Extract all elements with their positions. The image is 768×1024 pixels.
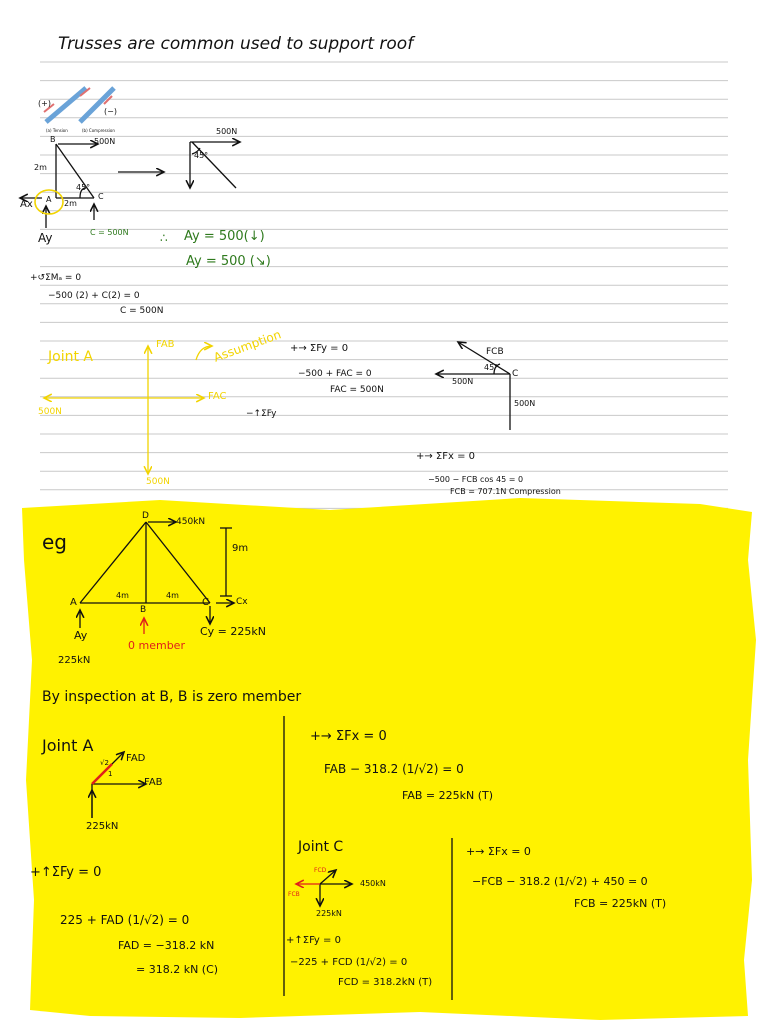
joint-c-load-450kn: 450kN: [360, 879, 386, 888]
fbd-load-500n: 500N: [216, 127, 238, 136]
moment-eq-3: C = 500N: [120, 306, 164, 316]
plus-sign: (+): [38, 99, 51, 108]
joint-a-title-2: Joint A: [42, 736, 94, 755]
eg-span-right: 4m: [166, 591, 179, 600]
joint-c-cy-value: 225kN: [316, 909, 342, 918]
joint-c-angle-45: 45°: [484, 363, 499, 372]
root2-label: √2: [100, 759, 109, 767]
joint-c-second: [320, 870, 352, 906]
joint-c-down-load: 500N: [514, 399, 536, 408]
fad-label-2: FAD: [126, 753, 146, 764]
eq-a-x-1: +→ ΣFx = 0: [310, 729, 387, 744]
eq-a-y-2: 225 + FAD (1/√2) = 0: [60, 913, 190, 927]
node-b-label: B: [50, 135, 56, 144]
eg-load-450kn: 450kN: [176, 517, 206, 527]
assumption-label: Assumption: [211, 327, 283, 365]
joint-c-title-2: Joint C: [298, 839, 344, 855]
sumfy-eq-2: −500 + FAC = 0: [298, 369, 372, 379]
eq-a-y-4: = 318.2 kN (C): [136, 963, 219, 976]
fbd-angle-45: 45°: [194, 151, 209, 160]
height-2m: 2m: [34, 163, 47, 172]
joint-a-axes: [44, 346, 212, 474]
tension-caption: (a) Tension: [46, 128, 68, 133]
eg-node-a: A: [70, 597, 77, 608]
eg-label: eg: [42, 530, 67, 554]
compression-caption: (b) Compression: [82, 128, 115, 133]
eg-cy: Cy = 225kN: [200, 625, 266, 638]
eq-c-y-2: −225 + FCD (1/√2) = 0: [290, 957, 408, 968]
moment-eq-2: −500 (2) + C(2) = 0: [48, 291, 140, 301]
tension-compression-thumbnail: [44, 88, 114, 122]
eq-a-y-1: +↑ΣFy = 0: [30, 865, 102, 880]
fab-label-1: FAB: [156, 339, 175, 350]
inspection-note: By inspection at B, B is zero member: [42, 689, 302, 705]
zero-member-label: 0 member: [128, 639, 185, 652]
c-reaction-label: C = 500N: [90, 228, 129, 237]
eg-truss: [80, 522, 234, 628]
eq-a-x-3: FAB = 225kN (T): [402, 789, 493, 802]
bottom-load-500n: 500N: [146, 477, 170, 487]
ax-label: Ax: [20, 199, 33, 210]
eq-c-x-3: FCB = 225kN (T): [574, 897, 667, 910]
ay-label: Ay: [38, 231, 53, 245]
eg-span-left: 4m: [116, 591, 129, 600]
eq-a-x-2: FAB − 318.2 (1/√2) = 0: [324, 762, 464, 776]
sumfy-eq-1: +→ ΣFy = 0: [290, 343, 349, 354]
eg-node-c: C: [202, 597, 209, 608]
fab-label-2: FAB: [144, 777, 163, 788]
joint-c-node-label: C: [512, 369, 519, 379]
joint-c-left-load: 500N: [452, 377, 474, 386]
eq-c-x-1: +→ ΣFx = 0: [466, 845, 531, 858]
ay-result-2: Ay = 500 (↘): [186, 254, 271, 269]
fcb-label-2: FCB: [288, 891, 300, 898]
sumfx-eq-1: +→ ΣFx = 0: [416, 451, 476, 462]
one-label: 1: [108, 770, 113, 778]
angle-45: 45°: [76, 183, 91, 192]
eg-ay-value: 225kN: [58, 655, 91, 666]
fac-label-1: FAC: [208, 391, 227, 402]
span-2m: 2m: [64, 199, 77, 208]
therefore-symbol: ∴: [160, 231, 168, 245]
eq-a-y-3: FAD = −318.2 kN: [118, 939, 215, 952]
left-load-500n: 500N: [38, 407, 62, 417]
eg-ay: Ay: [74, 629, 88, 642]
joint-a-ay-value: 225kN: [86, 821, 119, 832]
sumfx-eq-3: FCB = 707.1N Compression: [450, 487, 561, 496]
node-a-label: A: [46, 195, 52, 204]
sumfy-hint: −↑ΣFy: [246, 409, 277, 419]
fcd-label-2: FCD: [314, 867, 327, 874]
page-title: Trusses are common used to support roof: [58, 34, 414, 54]
eg-height-9m: 9m: [232, 543, 249, 554]
sumfy-eq-3: FAC = 500N: [330, 385, 384, 395]
ay-result-1: Ay = 500(↓): [184, 229, 265, 244]
joint-a-title-1: Joint A: [48, 349, 93, 365]
sumfx-eq-2: −500 − FCB cos 45 = 0: [428, 475, 524, 484]
eg-node-d: D: [142, 511, 149, 521]
node-c-label: C: [98, 192, 104, 201]
eg-cx: Cx: [236, 597, 248, 607]
moment-eq-1: +↺ΣMₐ = 0: [30, 273, 82, 283]
eq-c-y-1: +↑ΣFy = 0: [286, 935, 341, 946]
eq-c-x-2: −FCB − 318.2 (1/√2) + 450 = 0: [472, 875, 648, 888]
fbd-joint-b: [190, 142, 240, 188]
minus-sign: (−): [104, 107, 117, 116]
fcb-label-1: FCB: [486, 347, 504, 357]
eq-c-y-3: FCD = 318.2kN (T): [338, 977, 433, 988]
load-500n-top: 500N: [94, 137, 116, 146]
eg-node-b: B: [140, 605, 147, 615]
